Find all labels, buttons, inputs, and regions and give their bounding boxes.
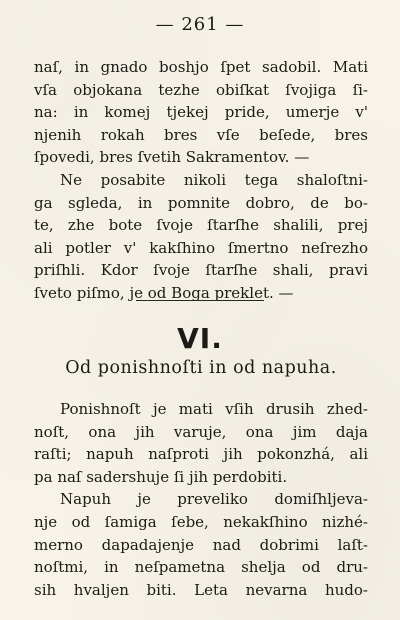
text-line: naſ, in gnado boshjo ſpet sadobil. Mati	[34, 58, 368, 76]
text-block-top	[34, 56, 368, 305]
text-line: Napuh je preveliko domiſhljeva-	[60, 490, 368, 509]
text-line: ſveto piſmo, je od Boga preklet. —	[34, 283, 294, 302]
text-line: njenih rokah bres vſe beſede, bres	[34, 125, 368, 144]
text-line: noſt, ona jih varuje, ona jim daja	[34, 422, 368, 441]
text-line: priſhli. Kdor ſvoje ſtarſhe shali, pravi	[34, 261, 368, 280]
text-line: sih hvaljen biti. Leta nevarna hudo-	[34, 580, 368, 599]
text-line: vſa objokana tezhe obiſkat ſvojiga ſi-	[34, 80, 368, 99]
paragraph	[34, 56, 368, 169]
text-line: na: in komej tjekej pride, umerje v'	[34, 103, 368, 122]
text-line: Ponishnoſt je mati vſih drusih zhed-	[60, 400, 368, 418]
text-line: noſtmi, in neſpametna shelja od dru-	[34, 558, 368, 577]
paragraph	[34, 398, 368, 488]
page-number: — 261 —	[155, 14, 245, 35]
chapter-title: Od ponishnoſti in od napuha.	[65, 358, 337, 378]
text-line: nje od ſamiga ſebe, nekakſhino nizhé-	[34, 512, 368, 531]
paragraph	[34, 169, 368, 305]
text-block-bottom	[34, 398, 368, 601]
text-line: te, zhe bote ſvoje ſtarſhe shalili, prej	[34, 216, 368, 235]
section-divider	[136, 300, 264, 301]
chapter-number: VI.	[177, 322, 223, 355]
text-line: ſpovedi, bres ſvetih Sakramentov. —	[34, 148, 310, 167]
text-line: ali potler v' kakſhino ſmertno neſrezho	[34, 238, 368, 257]
text-line: ga sgleda, in pomnite dobro, de bo-	[34, 193, 368, 212]
text-line: raſti; napuh naſproti jih pokonzhá, ali	[34, 445, 368, 464]
paragraph	[34, 488, 368, 601]
text-line: merno dapadajenje nad dobrimi laſt-	[34, 535, 368, 554]
text-line: pa naſ sadershuje ſi jih perdobiti.	[34, 467, 288, 486]
text-line: Ne posabite nikoli tega shaloſtni-	[60, 170, 368, 189]
